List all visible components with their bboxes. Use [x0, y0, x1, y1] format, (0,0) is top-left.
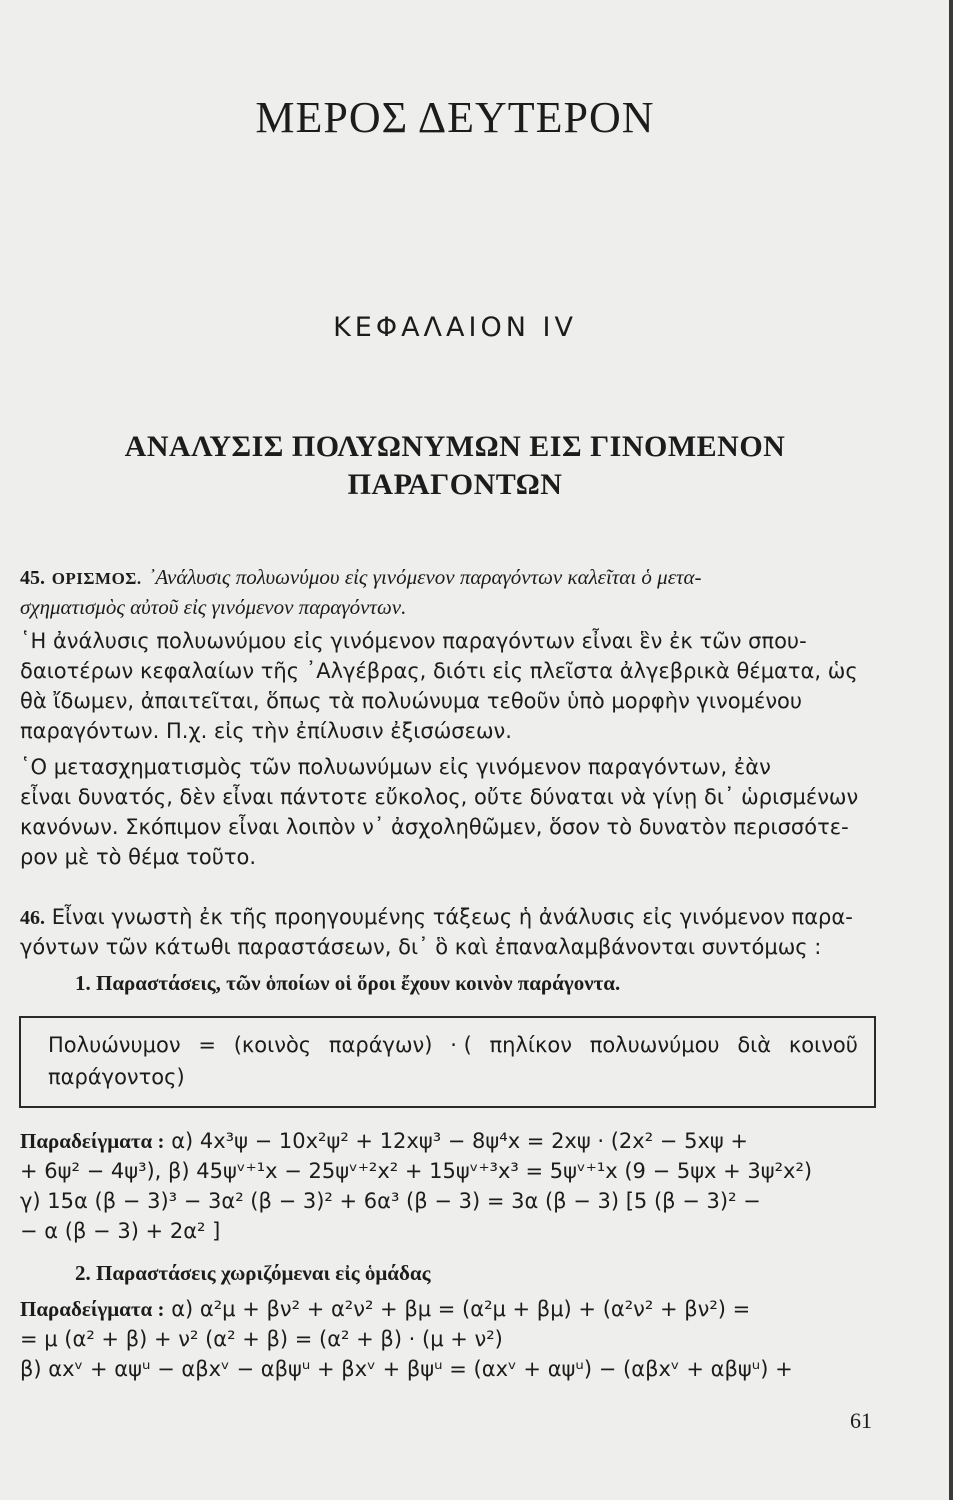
paragraph-line: ῾Η ἀνάλυσις πολυωνύμου εἰς γινόμενον παραγόντων εἶναι ἓν ἐκ τῶν σπου- [20, 629, 807, 653]
section-number: 46. [20, 907, 45, 929]
section-number: 45. [20, 567, 45, 589]
example-text: α) 4x³ψ − 10x²ψ² + 12xψ³ − 8ψ⁴x = 2xψ · (2x² − 5xψ + [171, 1129, 748, 1153]
formula-word: κοινοῦ [788, 1033, 858, 1057]
paragraph-line: εἶναι δυνατός, δὲν εἶναι πάντοτε εὔκολος, οὔτε δύναται νὰ γίνῃ δι᾿ ὡρισμένων [20, 785, 859, 809]
section-46-text: Εἶναι γνωστὴ ἐκ τῆς προηγουμένης τάξεως ἡ ἀνάλυσις εἰς γινόμενον παρα- [51, 905, 853, 929]
example-line: + 6ψ² − 4ψ³), β) 45ψᵛ⁺¹x − 25ψᵛ⁺²x² + 15ψᵛ⁺³x³ = 5ψᵛ⁺¹x (9 − 5ψx + 3ψ²x²) [20, 1159, 813, 1183]
section-45-definition-line1 [20, 562, 884, 594]
section-45-definition-line2: σχηματισμὸς αὐτοῦ εἰς γινόμενον παραγόντων. [20, 595, 407, 619]
item-2-heading: 2. Παραστάσεις χωριζόμεναι εἰς ὁμάδας [75, 1261, 431, 1285]
section-46-line1 [20, 902, 884, 933]
section-label: ΟΡΙΣΜΟΣ. [51, 569, 142, 588]
formula-word: πηλίκον [489, 1033, 572, 1057]
formula-word: Πολυώνυμον [48, 1033, 181, 1057]
formula-word: · ( [450, 1033, 472, 1057]
formula-word: διὰ [737, 1033, 772, 1057]
paragraph-line: κανόνων. Σκόπιμον εἶναι λοιπὸν ν᾿ ἀσχοληθῶμεν, ὅσον τὸ δυνατὸν περισσότε- [20, 815, 849, 839]
page-number: 61 [850, 1408, 872, 1433]
paragraph-line: ῾Ο μετασχηματισμὸς τῶν πολυωνύμων εἰς γινόμενον παραγόντων, ἐὰν [20, 755, 771, 779]
formula-line1 [48, 1030, 858, 1060]
item-1-heading: 1. Παραστάσεις, τῶν ὁποίων οἱ ὅροι ἔχουν κοινὸν παράγοντα. [75, 971, 621, 995]
paragraph-line: παραγόντων. Π.χ. εἰς τὴν ἐπίλυσιν ἐξισώσεων. [20, 719, 512, 743]
formula-line2: παράγοντος) [48, 1065, 185, 1089]
part-title: ΜΕΡΟΣ ΔΕΥΤΕΡΟΝ [255, 93, 655, 142]
formula-word: πολυωνύμου [589, 1033, 720, 1057]
paragraph-line: δαιοτέρων κεφαλαίων τῆς ᾿Αλγέβρας, διότι εἰς πλεῖστα ἀλγεβρικὰ θέματα, ὡς [20, 659, 858, 683]
definition-text: ᾿Ανάλυσις πολυωνύμου εἰς γινόμενον παραγόντων καλεῖται ὁ μετα- [148, 565, 702, 589]
main-title-line1: ΑΝΑΛΥΣΙΣ ΠΟΛΥΩΝΥΜΩΝ ΕΙΣ ΓΙΝΟΜΕΝΟΝ [124, 430, 786, 463]
example-line: = μ (α² + β) + ν² (α² + β) = (α² + β) · (μ + ν²) [20, 1327, 503, 1351]
section-46-line2: γόντων τῶν κάτωθι παραστάσεων, δι᾿ ὃ καὶ ἐπαναλαμβάνονται συντόμως : [20, 935, 822, 959]
formula-box [19, 1016, 876, 1108]
formula-word: (κοινὸς [233, 1033, 312, 1057]
example-text: α) α²μ + βν² + α²ν² + βμ = (α²μ + βμ) + (α²ν² + βν²) = [171, 1297, 751, 1321]
paragraph-line: ρον μὲ τὸ θέμα τοῦτο. [20, 845, 257, 869]
paragraph-line: θὰ ἴδωμεν, ἀπαιτεῖται, ὅπως τὰ πολυώνυμα τεθοῦν ὑπὸ μορφὴν γινομένου [20, 689, 803, 713]
example-line: γ) 15α (β − 3)³ − 3α² (β − 3)² + 6α³ (β − 3) = 3α (β − 3) [5 (β − 3)² − [20, 1189, 761, 1213]
examples-label: Παραδείγματα : [20, 1129, 165, 1153]
chapter-title: ΚΕΦΑΛΑΙΟΝ IV [333, 312, 577, 343]
main-title [0, 428, 910, 504]
main-title-line2: ΠΑΡΑΓΟΝΤΩΝ [347, 468, 563, 501]
formula-word: = [198, 1033, 216, 1057]
examples-label: Παραδείγματα : [20, 1297, 165, 1321]
page-edge [949, 0, 953, 1500]
example-line: − α (β − 3) + 2α² ] [20, 1219, 221, 1243]
examples-1-line1 [20, 1126, 884, 1156]
example-line: β) αxᵛ + αψᵘ − αβxᵛ − αβψᵘ + βxᵛ + βψᵘ = (αxᵛ + αψᵘ) − (αβxᵛ + αβψᵘ) + [20, 1357, 793, 1381]
formula-word: παράγων) [328, 1033, 433, 1057]
examples-2-line1 [20, 1294, 884, 1324]
